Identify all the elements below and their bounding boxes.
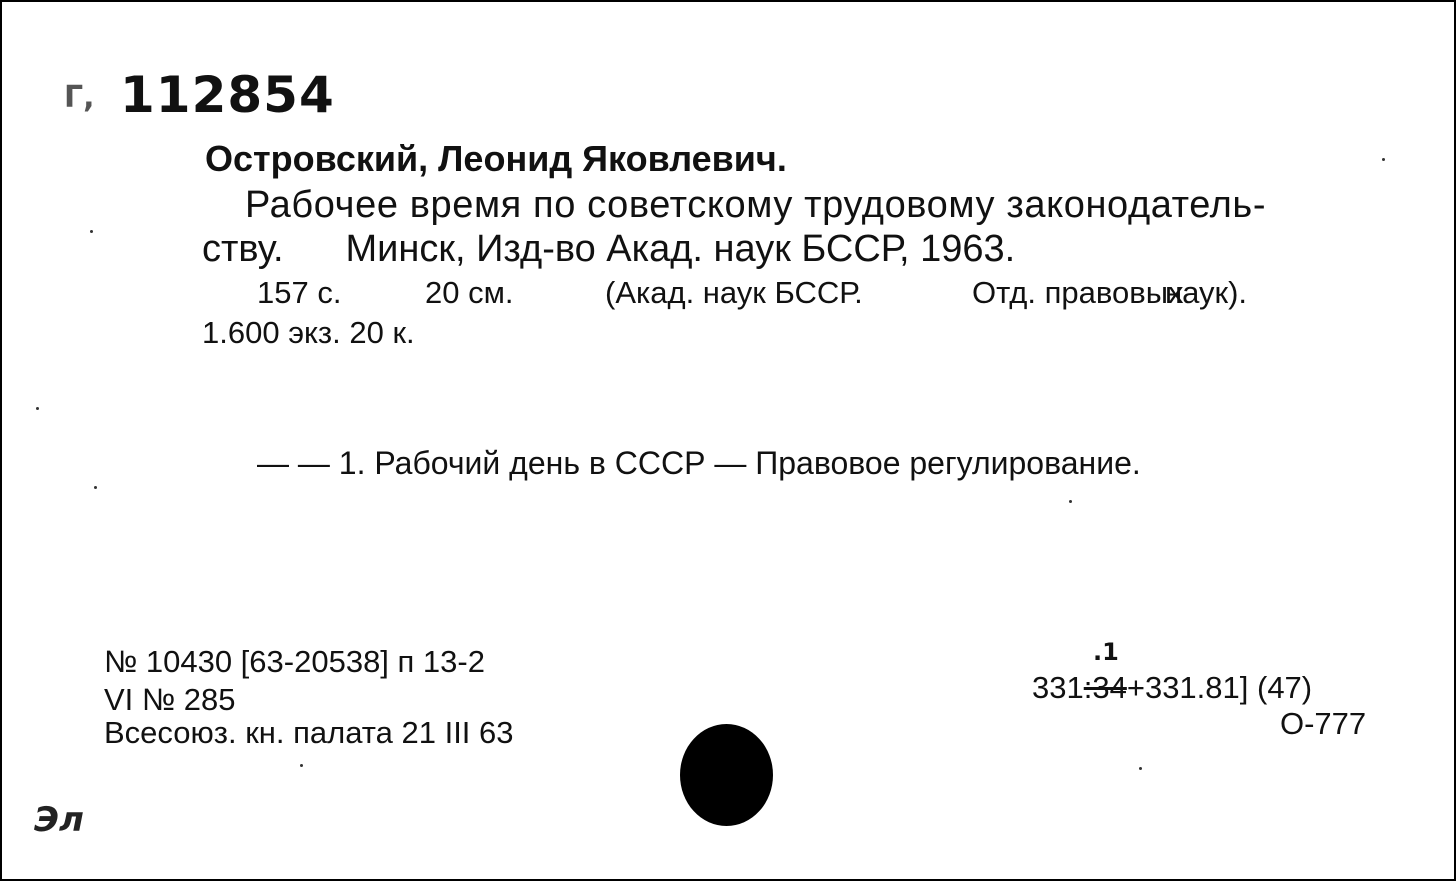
classification-index [1032,670,1312,706]
imprint: Минск, Изд-во Акад. наук БССР, 1963. [345,228,1016,270]
speck [94,486,97,489]
handwritten-prefix: Г, [64,80,95,115]
handwritten-initials: Эл [34,800,84,840]
size: 20 см. [425,275,514,310]
speck [300,764,303,767]
classification-struck: :34 [1083,670,1127,705]
speck [1382,158,1385,161]
speck [1069,500,1072,503]
speck [36,407,39,410]
classification-part-b: +331.81] (47) [1126,670,1313,705]
subject-heading: — — 1. Рабочий день в СССР — Правовое регулирование. [257,445,1141,481]
author-heading: Островский, Леонид Яковлевич. [205,138,787,179]
classification-part-a: 331 [1032,670,1084,705]
physical-description [257,275,1367,311]
classification-handwritten-mark: .1 [1093,638,1119,666]
registration-line-2: VI № 285 [104,682,236,717]
registration-line-3: Всесоюз. кн. палата 21 III 63 [104,715,514,750]
series: (Акад. наук БССР. [605,275,863,310]
inventory-number: 112854 [120,66,335,124]
speck [90,230,93,233]
title-line-1: Рабочее время по советскому трудовому законодатель- [245,184,1267,226]
registration-line-1: № 10430 [63-20538] п 13-2 [104,644,485,679]
cutter-number: О-777 [1280,706,1367,741]
pages: 157 с. [257,275,342,310]
series-end: наук). [1165,275,1248,310]
title-end: ству. [202,228,284,270]
punch-hole [680,724,773,826]
print-run-price: 1.600 экз. 20 к. [202,315,415,350]
speck [1139,767,1142,770]
title-line-2 [202,228,1015,271]
series-dept: Отд. правовых [972,275,1184,310]
